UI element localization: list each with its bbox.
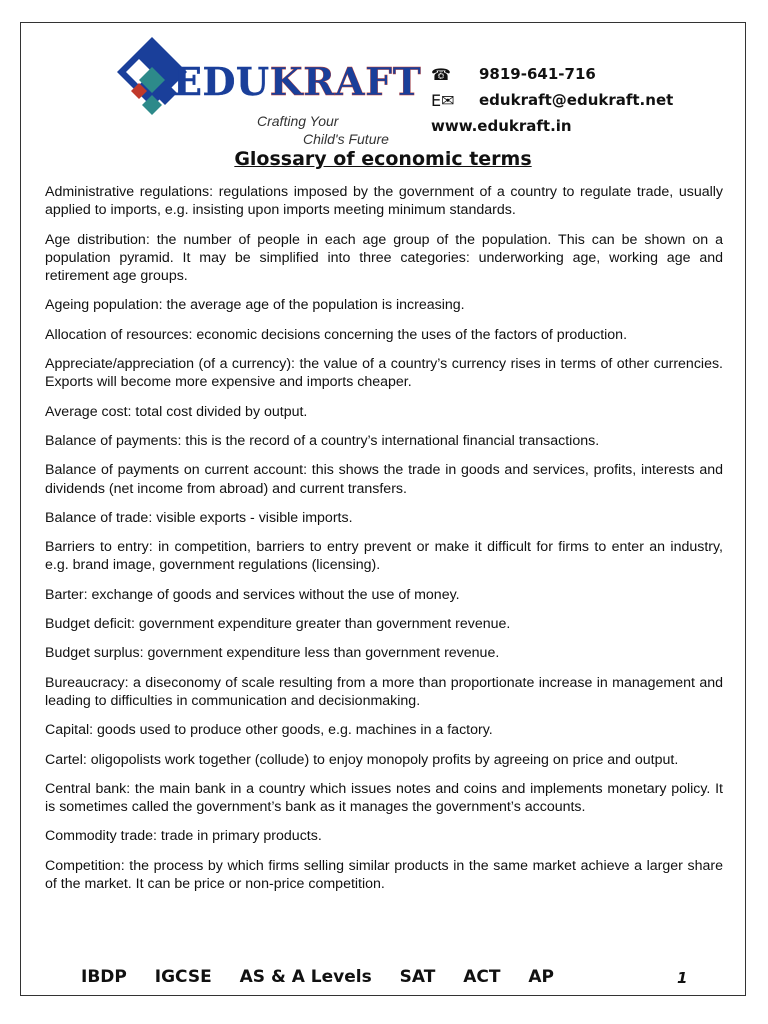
letterhead [21, 23, 745, 147]
glossary-entry: Budget deficit: government expenditure greater than government revenue. [45, 616, 511, 633]
glossary-entry: Allocation of resources: economic decisions concerning the uses of the factors of production. [45, 326, 628, 343]
footer-programs [81, 967, 701, 987]
glossary-entry: Capital: goods used to produce other goods, e.g. machines in a factory. [45, 722, 493, 739]
glossary-entry: Barriers to entry: in competition, barriers to entry prevent or make it difficult for firms to enter an industry, e.g. brand image, government regulations (licensing). [45, 539, 723, 574]
glossary-entry: Barter: exchange of goods and services without the use of money. [45, 586, 460, 603]
footer-item-act: ACT [463, 967, 501, 987]
email-address: edukraft@edukraft.net [479, 91, 674, 109]
glossary-entry: Balance of payments on current account: this shows the trade in goods and services, profits, interests and dividends (net income from abroad) and current transfers. [45, 462, 723, 497]
footer-item-igcse: IGCSE [154, 967, 212, 987]
phone-row [431, 61, 673, 87]
edukraft-logo [117, 35, 422, 147]
glossary-entry: Cartel: oligopolists work together (collude) to enjoy monopoly profits by agreeing on price and output. [45, 751, 679, 768]
glossary-entry: Central bank: the main bank in a country which issues notes and coins and implements monetary policy. It is sometimes called the government’s bank as it manages the government’s accounts. [45, 780, 723, 816]
email-icon: E✉ [431, 90, 455, 110]
email-row [431, 87, 673, 113]
website-url: www.edukraft.in [431, 117, 572, 135]
tagline-line2: Child's Future [303, 131, 389, 147]
glossary-entry: Administrative regulations: regulations imposed by the government of a country to regulate trade, usually applied to imports, e.g. insisting upon imports meeting minimum standards. [45, 184, 723, 219]
glossary-entries [45, 183, 723, 904]
tagline-line1: Crafting Your [257, 113, 339, 129]
document-title: Glossary of economic terms [234, 148, 532, 170]
glossary-entry: Commodity trade: trade in primary products. [45, 828, 322, 845]
glossary-entry: Appreciate/appreciation (of a currency): the value of a country’s currency rises in terms of other currencies. Exports will become more expensive and imports cheaper. [45, 356, 723, 391]
footer-item-ibdp: IBDP [81, 967, 127, 987]
glossary-entry: Ageing population: the average age of the population is increasing. [45, 297, 465, 314]
footer-item-sat: SAT [399, 967, 436, 987]
contact-block [431, 61, 673, 139]
brand-name [173, 59, 421, 104]
glossary-entry: Age distribution: the number of people in each age group of the population. This can be shown on a population pyramid. It may be simplified into three categories: underworking age, working age and retirement age groups. [45, 231, 723, 285]
phone-icon: ☎ [431, 64, 451, 84]
glossary-entry: Average cost: total cost divided by output. [45, 403, 308, 420]
brand-text: EDUKRAFT [173, 59, 422, 104]
website-row [431, 113, 673, 139]
footer-item-as-a-levels: AS & A Levels [239, 967, 372, 987]
glossary-entry: Balance of trade: visible exports - visible imports. [45, 509, 353, 526]
phone-number: 9819-641-716 [479, 65, 596, 83]
glossary-entry: Bureaucracy: a diseconomy of scale resulting from a more than proportionate increase in management and leading to difficulties in communication and decisionmaking. [45, 674, 723, 709]
page-number: 1 [677, 969, 688, 987]
glossary-entry: Competition: the process by which firms selling similar products in the same market achieve a larger share of the market. It can be price or non-price competition. [45, 857, 723, 893]
document-page [20, 22, 746, 996]
glossary-entry: Budget surplus: government expenditure less than government revenue. [45, 645, 500, 662]
footer-item-ap: AP [528, 967, 555, 987]
glossary-entry: Balance of payments: this is the record of a country’s international financial transactions. [45, 432, 600, 449]
